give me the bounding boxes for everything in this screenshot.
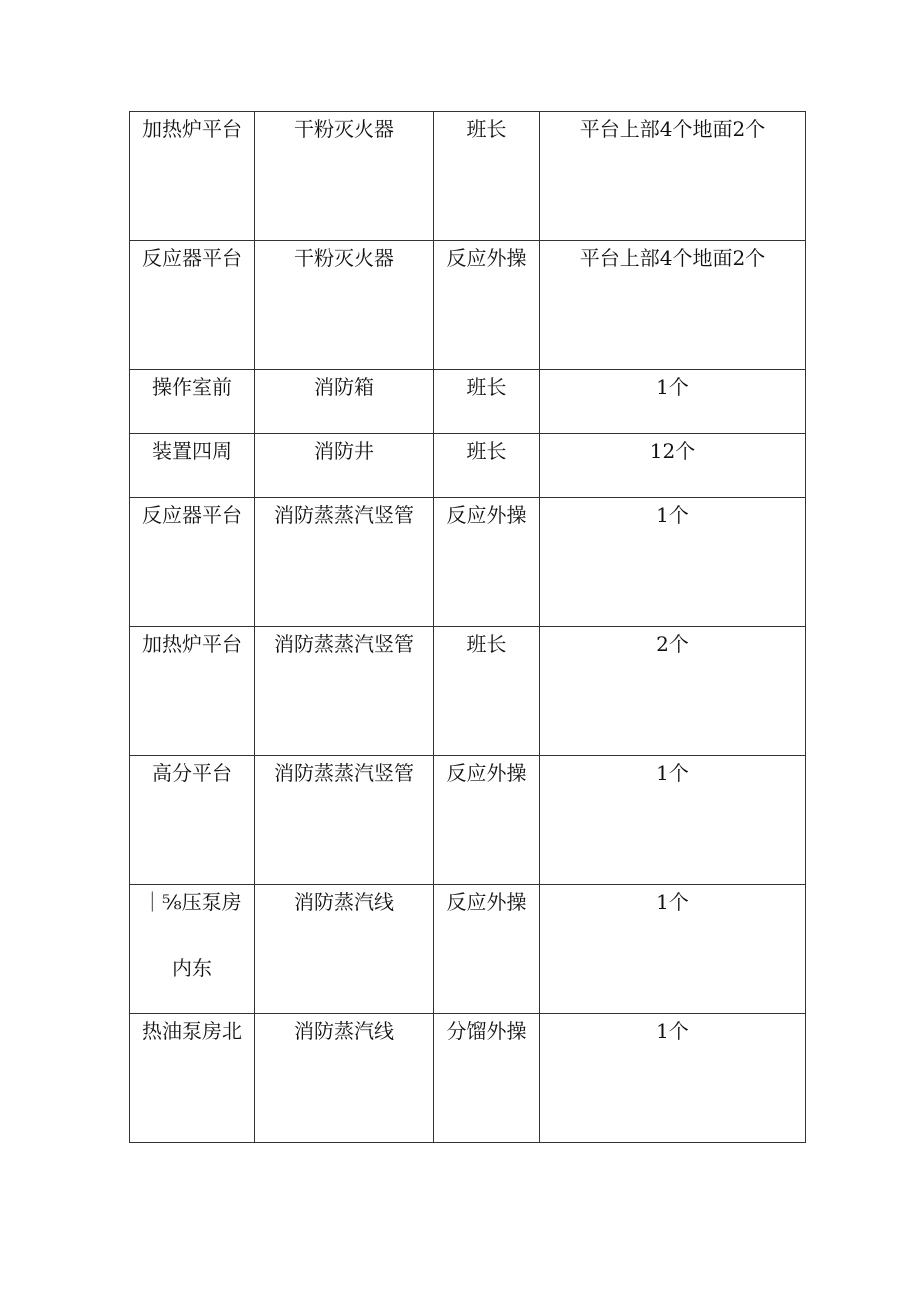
quantity-cell <box>540 885 806 1014</box>
table-row <box>130 1014 806 1143</box>
table-row <box>130 434 806 498</box>
owner-cell <box>434 885 540 1014</box>
quantity-text: 1个 <box>656 761 689 785</box>
owner-text: 反应外操 <box>446 761 527 785</box>
location-cell <box>130 112 255 241</box>
equipment-text: 干粉灭火器 <box>294 246 394 270</box>
owner-cell <box>434 434 540 498</box>
quantity-cell <box>540 112 806 241</box>
owner-text: 反应外操 <box>446 246 527 270</box>
owner-text: 班长 <box>466 632 507 656</box>
owner-cell <box>434 627 540 756</box>
owner-text: 分馏外操 <box>446 1019 527 1043</box>
location-cell <box>130 1014 255 1143</box>
location-text: 热油泵房北 <box>142 1019 242 1043</box>
owner-text: 班长 <box>466 439 507 463</box>
table-row <box>130 241 806 370</box>
location-text: 装置四周 <box>152 439 232 463</box>
owner-cell <box>434 241 540 370</box>
quantity-text: 12个 <box>649 439 696 463</box>
quantity-text: 1个 <box>656 375 689 399</box>
equipment-cell <box>255 370 434 434</box>
quantity-cell <box>540 434 806 498</box>
location-cell <box>130 885 255 1014</box>
location-text: 加热炉平台 <box>142 117 242 141</box>
location-text: ｜⅝压泵房内东 <box>142 890 242 980</box>
table-row <box>130 370 806 434</box>
quantity-text: 2个 <box>656 632 689 656</box>
location-cell <box>130 627 255 756</box>
table-row <box>130 885 806 1014</box>
equipment-cell <box>255 627 434 756</box>
location-text: 高分平台 <box>152 761 232 785</box>
quantity-cell <box>540 498 806 627</box>
equipment-text: 消防箱 <box>314 375 374 399</box>
equipment-cell <box>255 434 434 498</box>
equipment-cell <box>255 885 434 1014</box>
owner-cell <box>434 756 540 885</box>
equipment-text: 消防蒸蒸汽竖管 <box>274 503 414 527</box>
location-text: 反应器平台 <box>142 246 242 270</box>
location-cell <box>130 370 255 434</box>
equipment-text: 消防蒸汽线 <box>294 1019 394 1043</box>
location-cell <box>130 498 255 627</box>
quantity-text: 1个 <box>656 1019 689 1043</box>
location-text: 加热炉平台 <box>142 632 242 656</box>
quantity-cell <box>540 241 806 370</box>
equipment-text: 消防蒸蒸汽竖管 <box>274 761 414 785</box>
quantity-text: 平台上部4个地面2个 <box>579 117 766 141</box>
quantity-cell <box>540 627 806 756</box>
quantity-cell <box>540 370 806 434</box>
table-row <box>130 498 806 627</box>
equipment-cell <box>255 756 434 885</box>
equipment-cell <box>255 498 434 627</box>
equipment-text: 干粉灭火器 <box>294 117 394 141</box>
quantity-text: 1个 <box>656 503 689 527</box>
quantity-cell <box>540 1014 806 1143</box>
table-row <box>130 756 806 885</box>
table-row <box>130 112 806 241</box>
quantity-text: 平台上部4个地面2个 <box>579 246 766 270</box>
table-row <box>130 627 806 756</box>
owner-text: 反应外操 <box>446 890 527 914</box>
equipment-cell <box>255 112 434 241</box>
location-cell <box>130 434 255 498</box>
location-cell <box>130 241 255 370</box>
owner-cell <box>434 370 540 434</box>
quantity-text: 1个 <box>656 890 689 914</box>
owner-text: 班长 <box>466 375 507 399</box>
equipment-text: 消防蒸汽线 <box>294 890 394 914</box>
quantity-cell <box>540 756 806 885</box>
owner-cell <box>434 1014 540 1143</box>
owner-cell <box>434 498 540 627</box>
owner-text: 反应外操 <box>446 503 527 527</box>
equipment-text: 消防蒸蒸汽竖管 <box>274 632 414 656</box>
equipment-table <box>129 111 806 1143</box>
location-text: 操作室前 <box>152 375 232 399</box>
owner-cell <box>434 112 540 241</box>
table-body <box>130 112 806 1143</box>
location-cell <box>130 756 255 885</box>
owner-text: 班长 <box>466 117 507 141</box>
equipment-cell <box>255 1014 434 1143</box>
location-text: 反应器平台 <box>142 503 242 527</box>
equipment-cell <box>255 241 434 370</box>
equipment-text: 消防井 <box>314 439 374 463</box>
